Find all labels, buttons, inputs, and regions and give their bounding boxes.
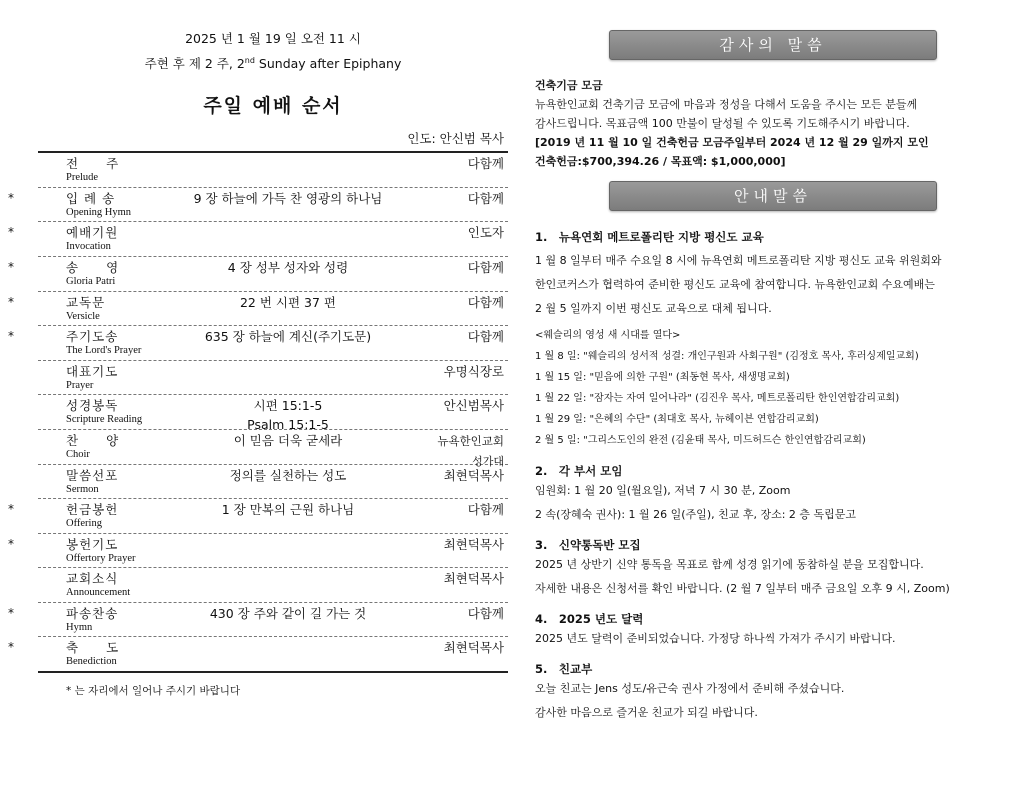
order-item-leader [468, 154, 504, 173]
order-item-korean: 송 영 [66, 259, 120, 275]
order-item-detail-2: Psalm 15:1-5 [247, 417, 329, 433]
order-row [8, 292, 508, 327]
order-item-leader [468, 604, 504, 623]
order-row [8, 188, 508, 223]
order-item-korean: 입 례 송 [66, 190, 116, 206]
order-item-leader [444, 362, 504, 381]
standing-marker: * [8, 329, 14, 344]
worship-leader: 인도: 안신범 목사 [407, 131, 504, 147]
order-item-detail: 430 장 주와 같이 길 가는 것 [209, 605, 367, 621]
leader-name: 안신범목사 [443, 398, 504, 414]
service-subtitle: 주현 후 제 2 주, 2nd Sunday after Epiphany [144, 56, 402, 72]
order-item-content [158, 431, 418, 450]
leader-name: 다함께 [467, 294, 504, 310]
fund-total: 건축헌금:$700,394.26 / 목표액: $1,000,000] [535, 155, 786, 168]
leader-name: 최현덕목사 [443, 571, 504, 587]
order-item-korean: 축 도 [66, 640, 120, 656]
leader-name: 다함께 [467, 502, 504, 518]
leader-name: 최현덕목사 [443, 640, 504, 656]
section-4-line-1: 2025 년도 달력이 준비되었습니다. 가정당 하나씩 가져가 주시기 바랍니다. [535, 632, 896, 645]
order-row [38, 153, 508, 188]
section-1-title: 1. 뉴욕연회 메트로폴리탄 지방 평신도 교육 [535, 230, 764, 244]
order-item-content [158, 396, 418, 434]
leader-name: 다함께 [467, 259, 504, 275]
standing-marker: * [8, 259, 14, 274]
leader-name: 다함께 [467, 156, 504, 172]
order-item-leader [437, 431, 504, 469]
page-title: 주일 예배 순서 [203, 95, 343, 118]
order-item-english: Invocation [66, 241, 111, 253]
standing-marker: * [8, 190, 14, 205]
section-3-line-1: 2025 년 상반기 신약 통독을 목표로 함께 성경 읽기에 동참하실 분을 모집합니다. [535, 558, 924, 571]
order-row [38, 430, 508, 468]
section-1-line-1: 1 월 8 일부터 매주 수요일 8 시에 뉴욕연회 메트로폴리탄 지방 평신도 교육 위원회와 [535, 254, 942, 267]
order-item-korean: 전 주 [66, 156, 120, 172]
order-item-leader [444, 396, 504, 415]
order-item-leader [468, 189, 504, 208]
order-item-leader [444, 638, 504, 657]
leader-name: 우명식장로 [443, 363, 504, 379]
order-item-english: Benediction [66, 656, 117, 668]
fund-title: 건축기금 모금 [535, 79, 603, 92]
order-item-leader [444, 569, 504, 588]
order-row [8, 222, 508, 257]
order-item-english: Opening Hymn [66, 206, 132, 218]
order-item-english: Sermon [66, 483, 99, 495]
section-2-line-2: 2 속(장혜숙 권사): 1 월 26 일(주일), 친교 후, 장소: 2 층 독립문고 [535, 508, 857, 521]
order-row [38, 395, 508, 433]
order-item-english: The Lord's Prayer [66, 345, 142, 357]
order-item-korean: 주기도송 [66, 329, 119, 345]
section-2-line-1: 임원회: 1 월 20 일(월요일), 저녁 7 시 30 분, Zoom [535, 484, 791, 497]
order-item-korean: 찬 양 [66, 432, 120, 448]
leader-name: 다함께 [467, 605, 504, 621]
order-item-english: Gloria Patri [66, 275, 116, 287]
section-1-subtitle: <웨슬리의 영성 새 시대를 열다> [535, 330, 681, 341]
order-item-english: Prayer [66, 379, 94, 391]
order-item-leader [468, 500, 504, 519]
order-item-detail: 시편 15:1-5 [253, 398, 323, 414]
order-item-korean: 대표기도 [66, 363, 119, 379]
order-item-korean: 교회소식 [66, 571, 119, 587]
standing-marker: * [8, 605, 14, 620]
order-row [8, 326, 508, 361]
standing-footnote: * 는 자리에서 일어나 주시기 바랍니다 [66, 685, 241, 698]
section-2-title: 2. 각 부서 모임 [535, 464, 623, 478]
leader-name: 다함께 [467, 190, 504, 206]
section-5-line-2: 감사한 마음으로 즐거운 친교가 되길 바랍니다. [535, 706, 758, 719]
fund-text-3: [2019 년 11 월 10 일 건축헌금 모금주일부터 2024 년 12 월 29 일까지 모인 [535, 136, 929, 149]
standing-marker: * [8, 294, 14, 309]
order-item-detail: 이 믿음 더욱 굳세라 [233, 432, 343, 448]
section-1-line-2: 한인코커스가 협력하여 준비한 평신도 교육에 참여합니다. 뉴욕한인교회 수요예배는 [535, 278, 935, 291]
order-item-detail: 정의를 실천하는 성도 [229, 467, 347, 483]
order-item-korean: 성경봉독 [66, 398, 119, 414]
order-item-english: Offertory Prayer [66, 552, 136, 564]
section-5-line-1: 오늘 친교는 Jens 성도/유근숙 권사 가정에서 준비해 주셨습니다. [535, 682, 845, 695]
section-3-title: 3. 신약통독반 모집 [535, 538, 641, 552]
leader-name: 최현덕목사 [443, 536, 504, 552]
order-row [38, 361, 508, 396]
order-item-leader [444, 466, 504, 485]
order-item-english: Choir [66, 448, 90, 460]
order-row [8, 603, 508, 638]
section-3-line-2: 자세한 내용은 신청서를 확인 바랍니다. (2 월 7 일부터 매주 금요일 오후 9 시, Zoom) [535, 582, 950, 595]
order-item-english: Hymn [66, 621, 93, 633]
order-item-content [158, 466, 418, 485]
section-1-item: 1 월 8 일: "웨슬리의 성서적 성결: 개인구원과 사회구원" (김정호 목사, 후러싱제일교회) [535, 351, 919, 362]
standing-marker: * [8, 225, 14, 240]
order-item-content [158, 189, 418, 208]
notice-banner: 안내말씀 [609, 181, 937, 211]
section-4-title: 4. 2025 년도 달력 [535, 612, 644, 626]
leader-name: 뉴욕한인교회 [437, 433, 504, 448]
order-item-korean: 말씀선포 [66, 467, 119, 483]
section-1-item: 1 월 22 일: "잠자는 자여 일어나라" (김진우 목사, 메트로폴리탄 한인연합감리교회) [535, 393, 900, 404]
order-item-korean: 파송찬송 [66, 605, 119, 621]
order-row [8, 499, 508, 534]
order-table [8, 151, 508, 673]
service-date: 2025 년 1 월 19 일 오전 11 시 [185, 31, 361, 46]
order-item-detail: 22 번 시편 37 편 [239, 294, 336, 310]
worship-order-column [8, 28, 508, 698]
order-item-content [158, 327, 418, 346]
order-item-korean: 교독문 [66, 294, 106, 310]
order-row [8, 257, 508, 292]
order-item-detail: 4 장 성부 성자와 성령 [227, 259, 349, 275]
order-row [38, 568, 508, 603]
announcements-column [535, 30, 1005, 725]
order-item-content [158, 258, 418, 277]
section-1-item: 2 월 5 일: "그리스도인의 완전 (김윤태 목사, 미드허드슨 한인연합감리교회) [535, 435, 866, 446]
standing-marker: * [8, 536, 14, 551]
section-5-title: 5. 친교부 [535, 662, 593, 676]
fund-text-2: 감사드립니다. 목표금액 100 만불이 달성될 수 있도록 기도해주시기 바랍니다. [535, 117, 910, 130]
leader-name: 최현덕목사 [443, 467, 504, 483]
order-item-korean: 봉헌기도 [66, 536, 119, 552]
order-item-english: Offering [66, 518, 102, 530]
order-item-english: Scripture Reading [66, 414, 143, 426]
order-item-leader [468, 327, 504, 346]
order-item-leader [468, 293, 504, 312]
thanks-banner: 감사의 말씀 [609, 30, 937, 60]
order-item-korean: 예배기원 [66, 225, 119, 241]
order-item-korean: 헌금봉헌 [66, 502, 119, 518]
standing-marker: * [8, 640, 14, 655]
section-1-item: 1 월 15 일: "믿음에 의한 구원" (최동현 목사, 새생명교회) [535, 372, 790, 383]
order-row [8, 534, 508, 569]
fund-text-1: 뉴욕한인교회 건축기금 모금에 마음과 정성을 다해서 도움을 주시는 모든 분들께 [535, 98, 918, 111]
order-item-leader [444, 535, 504, 554]
leader-name-2: 성가대 [472, 454, 504, 468]
order-item-content [158, 500, 418, 519]
section-1-line-3: 2 월 5 일까지 이번 평신도 교육으로 대체 됩니다. [535, 302, 772, 315]
leader-name: 다함께 [467, 329, 504, 345]
order-item-detail: 9 장 하늘에 가득 찬 영광의 하나님 [193, 190, 383, 206]
order-item-content [158, 293, 418, 312]
order-item-detail: 1 장 만복의 근원 하나님 [221, 502, 355, 518]
order-item-leader [468, 258, 504, 277]
order-item-english: Versicle [66, 310, 100, 322]
leader-name: 인도자 [467, 225, 504, 241]
order-item-leader [468, 223, 504, 242]
order-row [38, 465, 508, 500]
order-item-content [158, 604, 418, 623]
order-item-detail: 635 장 하늘에 계신(주기도문) [204, 329, 372, 345]
standing-marker: * [8, 502, 14, 517]
order-item-english: Announcement [66, 587, 131, 599]
order-row [8, 637, 508, 671]
section-1-item: 1 월 29 일: "은혜의 수단" (최대호 목사, 뉴헤이븐 연합감리교회) [535, 414, 819, 425]
order-item-english: Prelude [66, 172, 99, 184]
